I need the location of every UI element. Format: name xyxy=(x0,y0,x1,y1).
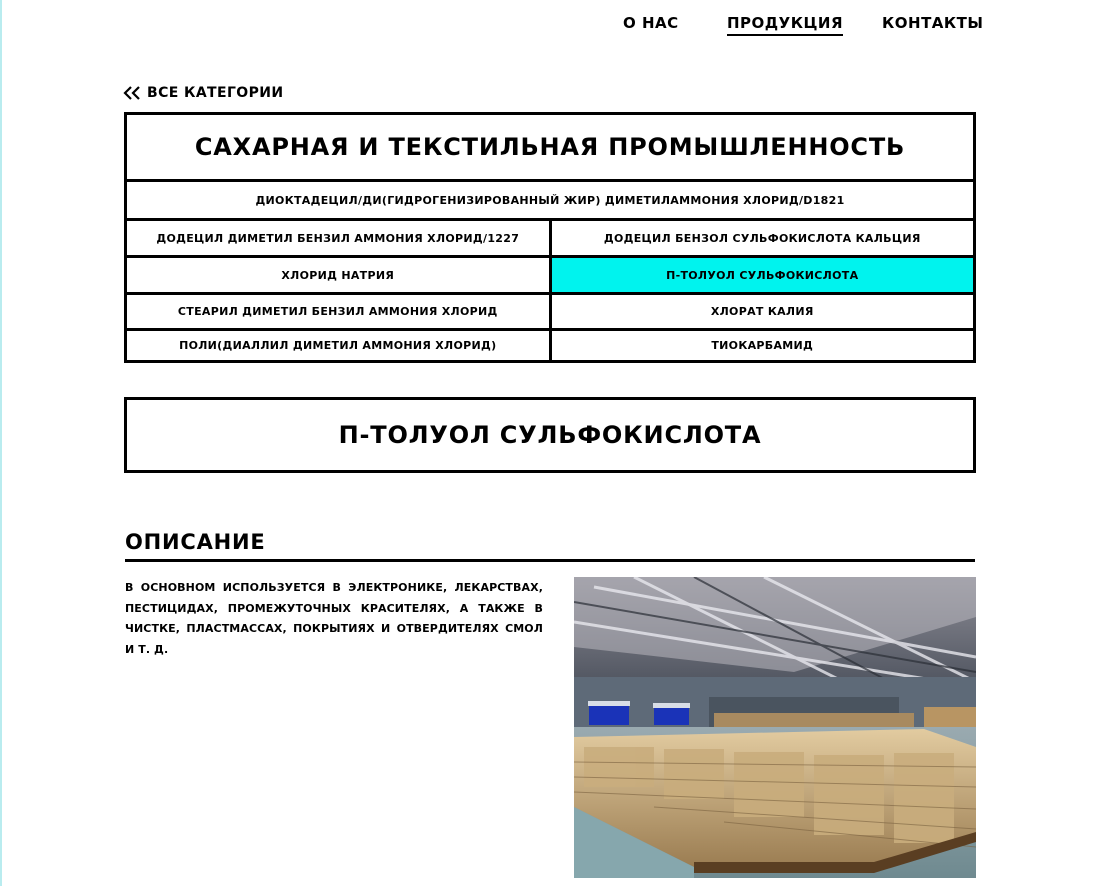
page-edge-line xyxy=(0,0,2,886)
product-link-potassium-chlorate[interactable]: ХЛОРАТ КАЛИЯ xyxy=(710,305,814,318)
category-row xyxy=(127,331,973,360)
product-title: П-ТОЛУОЛ СУЛЬФОКИСЛОТА xyxy=(124,397,976,473)
warehouse-image xyxy=(574,577,976,878)
product-link-p-toluene-sulfonic-acid[interactable]: П-ТОЛУОЛ СУЛЬФОКИСЛОТА xyxy=(552,258,974,292)
double-chevron-left-icon xyxy=(123,85,141,101)
category-row xyxy=(127,295,973,331)
product-photo xyxy=(574,577,976,878)
nav-item-about[interactable]: О НАС xyxy=(623,14,679,32)
product-link-dodecyl-benzene-calcium[interactable]: ДОДЕЦИЛ БЕНЗОЛ СУЛЬФОКИСЛОТА КАЛЬЦИЯ xyxy=(603,231,921,245)
category-row xyxy=(127,258,973,295)
category-title: САХАРНАЯ И ТЕКСТИЛЬНАЯ ПРОМЫШЛЕННОСТЬ xyxy=(127,115,973,182)
category-grid xyxy=(124,112,976,363)
category-row xyxy=(127,221,973,258)
back-to-categories-link[interactable] xyxy=(123,83,284,103)
description-divider xyxy=(125,559,975,562)
description-text: В ОСНОВНОМ ИСПОЛЬЗУЕТСЯ В ЭЛЕКТРОНИКЕ, ЛЕКАРСТВАХ, ПЕСТИЦИДАХ, ПРОМЕЖУТОЧНЫХ КРАСИТЕЛЯХ, А ТАКЖЕ В ЧИСТКЕ, ПЛАСТМАССАХ, ПОКРЫТИЯХ И ОТВЕРДИТЕЛЯХ СМОЛ И Т. Д. xyxy=(125,581,543,656)
top-nav xyxy=(0,14,1100,44)
product-link-stearyl-benzyl[interactable]: СТЕАРИЛ ДИМЕТИЛ БЕНЗИЛ АММОНИЯ ХЛОРИД xyxy=(127,295,552,328)
nav-item-contacts[interactable]: КОНТАКТЫ xyxy=(882,14,984,32)
product-link-thiourea[interactable]: ТИОКАРБАМИД xyxy=(711,339,814,352)
description-heading: ОПИСАНИЕ xyxy=(125,530,266,554)
product-link-dodecyl-benzyl[interactable]: ДОДЕЦИЛ ДИМЕТИЛ БЕНЗИЛ АММОНИЯ ХЛОРИД/1227 xyxy=(127,221,552,255)
product-link-polydadmac[interactable]: ПОЛИ(ДИАЛЛИЛ ДИМЕТИЛ АММОНИЯ ХЛОРИД) xyxy=(127,331,552,360)
back-link-label: ВСЕ КАТЕГОРИИ xyxy=(147,85,284,101)
product-link-sodium-chloride[interactable]: ХЛОРИД НАТРИЯ xyxy=(127,258,552,292)
nav-item-products[interactable]: ПРОДУКЦИЯ xyxy=(727,14,843,36)
product-link-dioctadecyl[interactable]: ДИОКТАДЕЦИЛ/ДИ(ГИДРОГЕНИЗИРОВАННЫЙ ЖИР) ДИМЕТИЛАММОНИЯ ХЛОРИД/D1821 xyxy=(255,193,845,207)
category-row xyxy=(127,182,973,221)
